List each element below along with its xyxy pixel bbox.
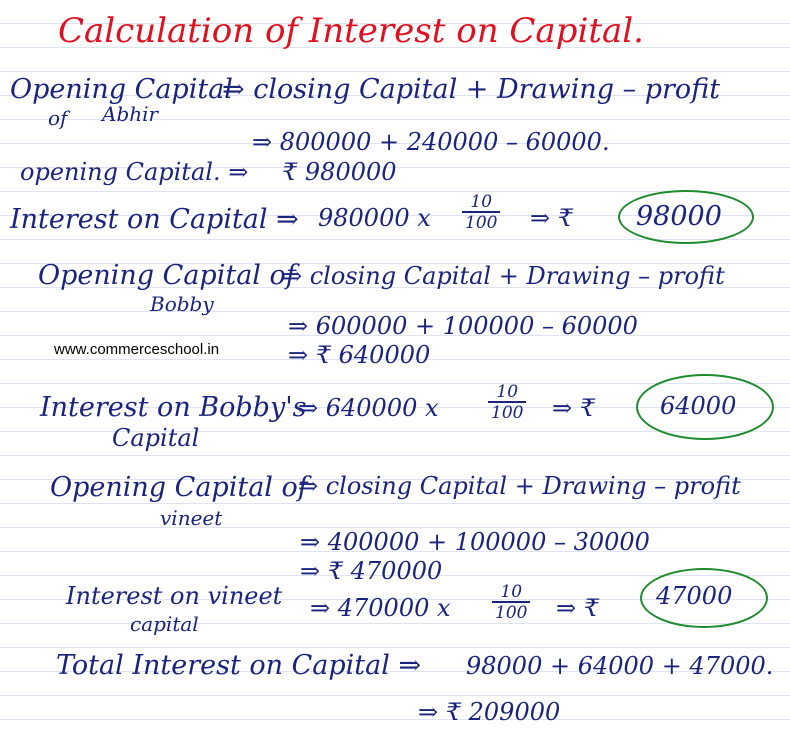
- vineet-arrow-rupee: ⇒ ₹: [556, 594, 600, 622]
- abhir-name: Abhir: [102, 102, 159, 126]
- abhir-interest-calc: 980000 x: [318, 204, 431, 232]
- page-title: Calculation of Interest on Capital.: [58, 11, 644, 51]
- abhir-arrow-rupee: ⇒ ₹: [530, 204, 574, 232]
- abhir-opening-label: Opening Capital: [10, 74, 233, 105]
- vineet-interest-calc: ⇒ 470000 x: [310, 594, 451, 622]
- abhir-fraction: [462, 194, 500, 232]
- vineet-frac-den: 100: [492, 601, 530, 622]
- bobby-step1: ⇒ 600000 + 100000 – 60000: [288, 312, 638, 340]
- total-calc: 98000 + 64000 + 47000.: [466, 652, 774, 680]
- vineet-frac-num: 10: [500, 582, 523, 602]
- bobby-answer: 64000: [660, 392, 737, 420]
- bobby-frac-num: 10: [496, 382, 519, 402]
- vineet-answer: 47000: [656, 582, 733, 610]
- vineet-step2: ⇒ ₹ 470000: [300, 557, 443, 585]
- total-label: Total Interest on Capital ⇒: [56, 650, 422, 681]
- abhir-result-value: ₹ 980000: [282, 158, 397, 186]
- vineet-opening-label: Opening Capital of: [50, 472, 308, 503]
- bobby-interest-calc: ⇒ 640000 x: [298, 394, 439, 422]
- watermark-url: www.commerceschool.in: [54, 341, 220, 358]
- abhir-step1: ⇒ 800000 + 240000 – 60000.: [252, 128, 610, 156]
- bobby-step2: ⇒ ₹ 640000: [288, 341, 431, 369]
- bobby-fraction: [488, 384, 526, 422]
- vineet-interest-label-1: Interest on vineet: [66, 582, 283, 610]
- abhir-frac-den: 100: [462, 211, 500, 232]
- abhir-of-label: of: [48, 106, 68, 130]
- abhir-interest-label: Interest on Capital ⇒: [10, 204, 299, 235]
- total-result: ⇒ ₹ 209000: [418, 698, 561, 726]
- vineet-step1: ⇒ 400000 + 100000 – 30000: [300, 528, 650, 556]
- abhir-formula: ⇒ closing Capital + Drawing – profit: [222, 74, 721, 105]
- bobby-formula: ⇒ closing Capital + Drawing – profit: [282, 262, 725, 290]
- bobby-opening-label: Opening Capital of: [38, 260, 296, 291]
- abhir-result-label: opening Capital. ⇒: [20, 158, 249, 186]
- bobby-interest-label-1: Interest on Bobby's: [40, 392, 307, 423]
- bobby-arrow-rupee: ⇒ ₹: [552, 394, 596, 422]
- vineet-fraction: [492, 584, 530, 622]
- vineet-formula: ⇒ closing Capital + Drawing – profit: [298, 472, 741, 500]
- bobby-interest-label-2: Capital: [112, 424, 200, 452]
- vineet-name: vineet: [160, 506, 223, 530]
- bobby-frac-den: 100: [488, 401, 526, 422]
- bobby-name: Bobby: [150, 292, 214, 316]
- abhir-answer: 98000: [636, 201, 722, 232]
- vineet-interest-label-2: capital: [130, 612, 199, 636]
- abhir-frac-num: 10: [470, 192, 493, 212]
